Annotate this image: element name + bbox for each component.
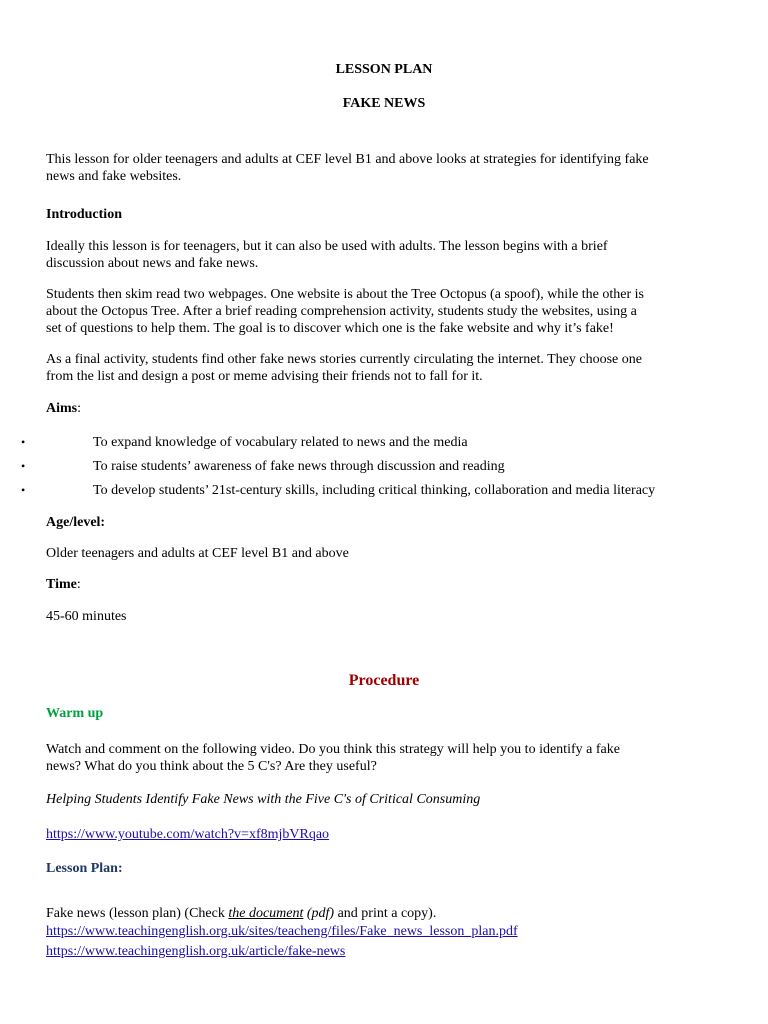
time-value: 45-60 minutes	[46, 609, 127, 624]
lesson-plan-title: LESSON PLAN	[335, 62, 433, 77]
lesson-plan-pdf-link[interactable]: https://www.teachingenglish.org.uk/sites/teacheng/files/Fake_news_lesson_plan.pdf	[46, 924, 518, 939]
bullet-icon: •	[21, 459, 26, 473]
fake-news-article-link[interactable]: https://www.teachingenglish.org.uk/article/fake-news	[46, 944, 346, 959]
age-level-heading: Age/level:	[46, 515, 106, 530]
youtube-video-link[interactable]: https://www.youtube.com/watch?v=xf8mjbVRqao	[46, 827, 330, 842]
procedure-heading: Procedure	[348, 672, 420, 689]
video-title: Helping Students Identify Fake News with the Five C's of Critical Consuming	[46, 792, 481, 807]
warm-up-heading: Warm up	[46, 706, 104, 721]
time-heading: Time:	[46, 577, 81, 592]
bullet-icon: •	[21, 483, 26, 497]
bullet-icon: •	[21, 435, 26, 449]
lesson-plan-heading: Lesson Plan:	[46, 861, 123, 876]
document-link[interactable]: the document	[228, 906, 304, 921]
lesson-plan-instruction: Fake news (lesson plan) (Check the document (pdf) and print a copy).	[46, 906, 437, 921]
age-level-value: Older teenagers and adults at CEF level B1 and above	[46, 546, 349, 561]
topic-title: FAKE NEWS	[342, 96, 426, 111]
aims-heading: Aims:	[46, 401, 82, 416]
introduction-heading: Introduction	[46, 207, 122, 222]
